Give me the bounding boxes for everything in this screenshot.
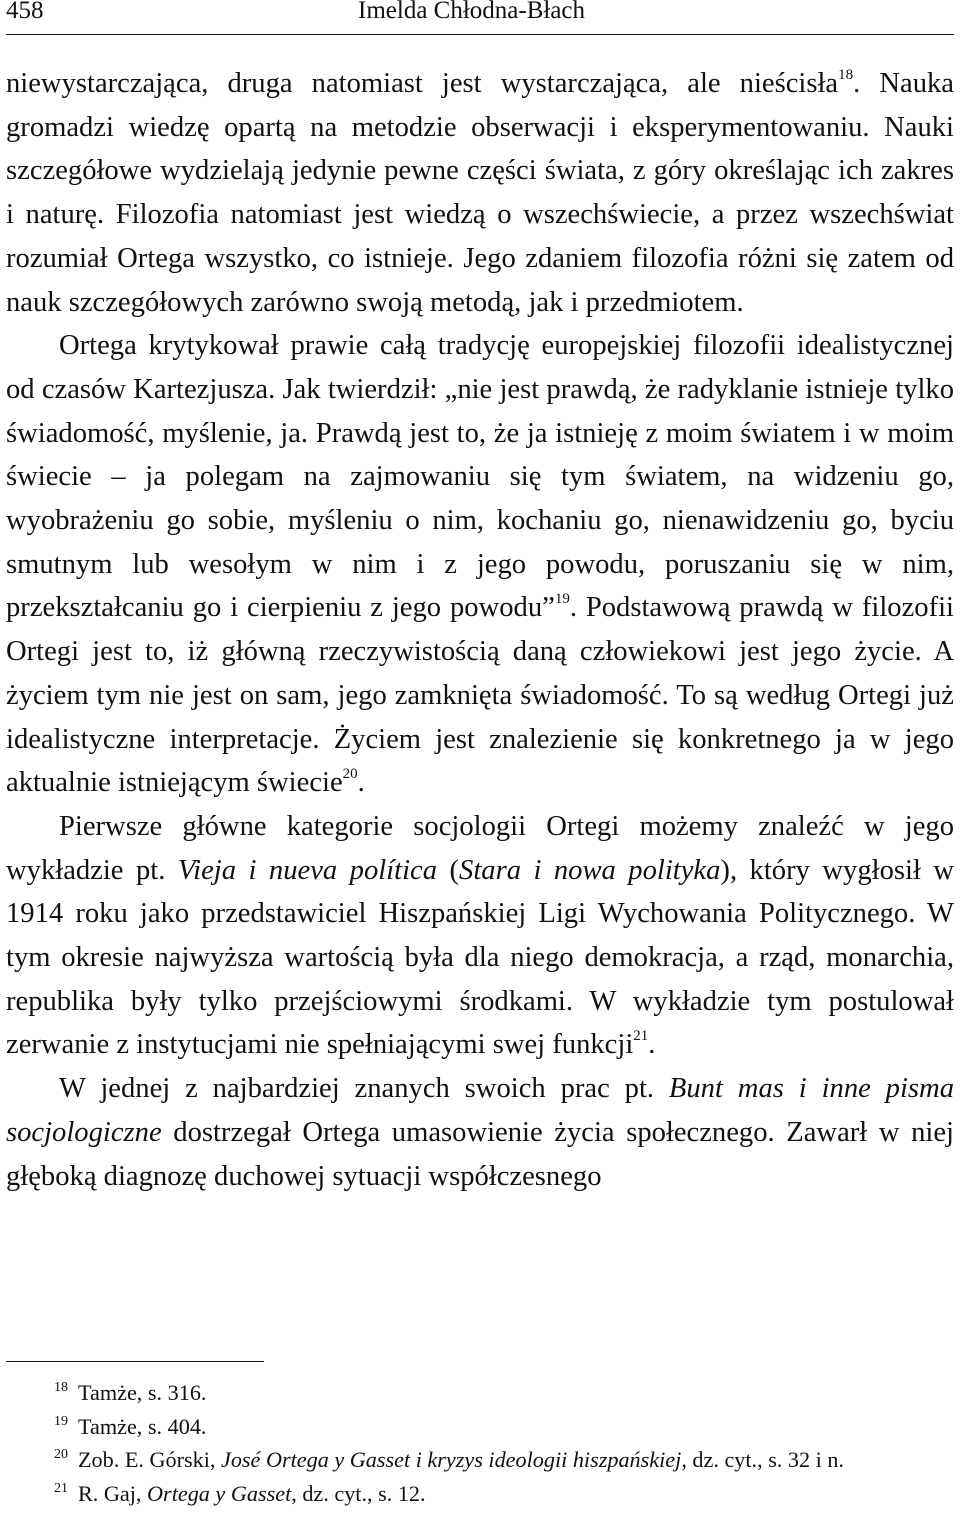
text-run: . — [648, 1029, 656, 1061]
italic-text: Vieja i nueva política — [177, 854, 438, 886]
text-run: W jednej z najbardziej znanych swoich prac pt. — [59, 1073, 669, 1105]
body-text — [6, 62, 954, 1198]
footnote — [6, 1443, 954, 1477]
text-run: . — [357, 767, 365, 799]
running-head-author: Imelda Chłodna-Błach — [358, 0, 586, 24]
italic-text: Stara i nowa polityka — [459, 854, 721, 886]
footnote-ref: 19 — [554, 591, 570, 608]
footnotes — [6, 1376, 954, 1510]
running-header — [6, 0, 954, 35]
footnote — [6, 1410, 954, 1444]
text-run: Ortega krytykował prawie całą tradycję europejskiej filozofii idealistycznej od czasów Kartezjusza. Jak twierdził: „nie jest prawdą, że radyklanie istnieje tylko świadomość, myślenie, ja. Prawdą jest to, że ja istnieję z moim światem i w moim świecie – ja polegam na zajmowaniu się tym światem, na widzeniu go, wyobrażeniu go sobie, myśleniu o nim, kochaniu go, nienawidzeniu go, byciu smutnym lub wesołym w nim i z jego powodu, poruszaniu się w nim, przekształcaniu go i cierpieniu z jego powodu” — [6, 330, 954, 624]
page-number: 458 — [6, 0, 44, 24]
text-run: Zob. E. Górski, — [78, 1447, 221, 1472]
italic-text: Ortega y Gasset — [147, 1480, 292, 1506]
paragraph — [6, 62, 954, 324]
footnote-number: 18 — [54, 1380, 68, 1395]
text-run: ( — [437, 854, 460, 886]
text-run: , dz. cyt., s. 32 i n. — [681, 1447, 845, 1472]
paragraph — [6, 805, 954, 1067]
text-run: Pierwsze główne kategorie socjologii Ortegi możemy znaleźć w jego wykładzie pt. — [6, 810, 954, 886]
footnote-ref: 20 — [342, 766, 358, 783]
italic-text: José Ortega y Gasset i kryzys ideologii hiszpańskiej — [220, 1447, 682, 1472]
text-run: niewystarczająca, druga natomiast jest wystarczająca, ale nieścisła — [6, 68, 839, 99]
text-run: . Nauka gromadzi wiedzę opartą na metodzie obserwacji i eksperymentowaniu. Nauki szczegółowe wydzielają jedynie pewne części świata, z góry określając ich zakres i naturę. Filozofia natomiast jest wiedzą o wszechświecie, a przez wszechświat rozumiał Ortega wszystko, co istnieje. Jego zdaniem filozofia różni się zatem od nauk szczegółowych zarówno swoją metodą, jak i przedmiotem. — [6, 68, 954, 318]
paragraph — [6, 1067, 954, 1198]
footnote-separator — [6, 1361, 264, 1362]
text-run: ), który wygłosił w 1914 roku jako przedstawiciel Hiszpańskiej Ligi Wychowania Politycznego. W tym okresie najwyższa wartością była dla niego demokracja, a rząd, monarchia, republika były tylko przejściowymi środkami. W wykładzie tym postulował zerwanie z instytucjami nie spełniającymi swej funkcji — [6, 854, 955, 1061]
footnote-ref: 18 — [838, 67, 854, 83]
footnote-number: 19 — [54, 1413, 68, 1429]
footnote-ref: 21 — [633, 1028, 649, 1045]
text-run: . Podstawową prawdą w filozofii Ortegi jest to, iż główną rzeczywistością daną człowiekowi jest jego życie. A życiem tym nie jest on sam, jego zamknięta świadomość. To są według Ortegi już idealistyczne interpretacje. Życiem jest znalezienie się konkretnego ja w jego aktualnie istniejącym świecie — [6, 592, 954, 799]
footnote-number: 20 — [54, 1447, 68, 1462]
text-run: R. Gaj, — [78, 1480, 148, 1506]
italic-text: Bunt mas i inne pisma socjologiczne — [6, 1073, 954, 1148]
footnote-number: 21 — [54, 1480, 68, 1496]
text-run: , dz. cyt., s. 12. — [291, 1480, 426, 1506]
footnote — [6, 1477, 954, 1511]
paragraph — [6, 324, 954, 805]
text-run: dostrzegał Ortega umasowienie życia społecznego. Zawarł w niej głęboką diagnozę duchowej sytuacji współczesnego — [6, 1116, 954, 1192]
footnote — [6, 1376, 954, 1410]
text-run: Tamże, s. 316. — [78, 1380, 207, 1405]
text-run: Tamże, s. 404. — [78, 1413, 207, 1439]
